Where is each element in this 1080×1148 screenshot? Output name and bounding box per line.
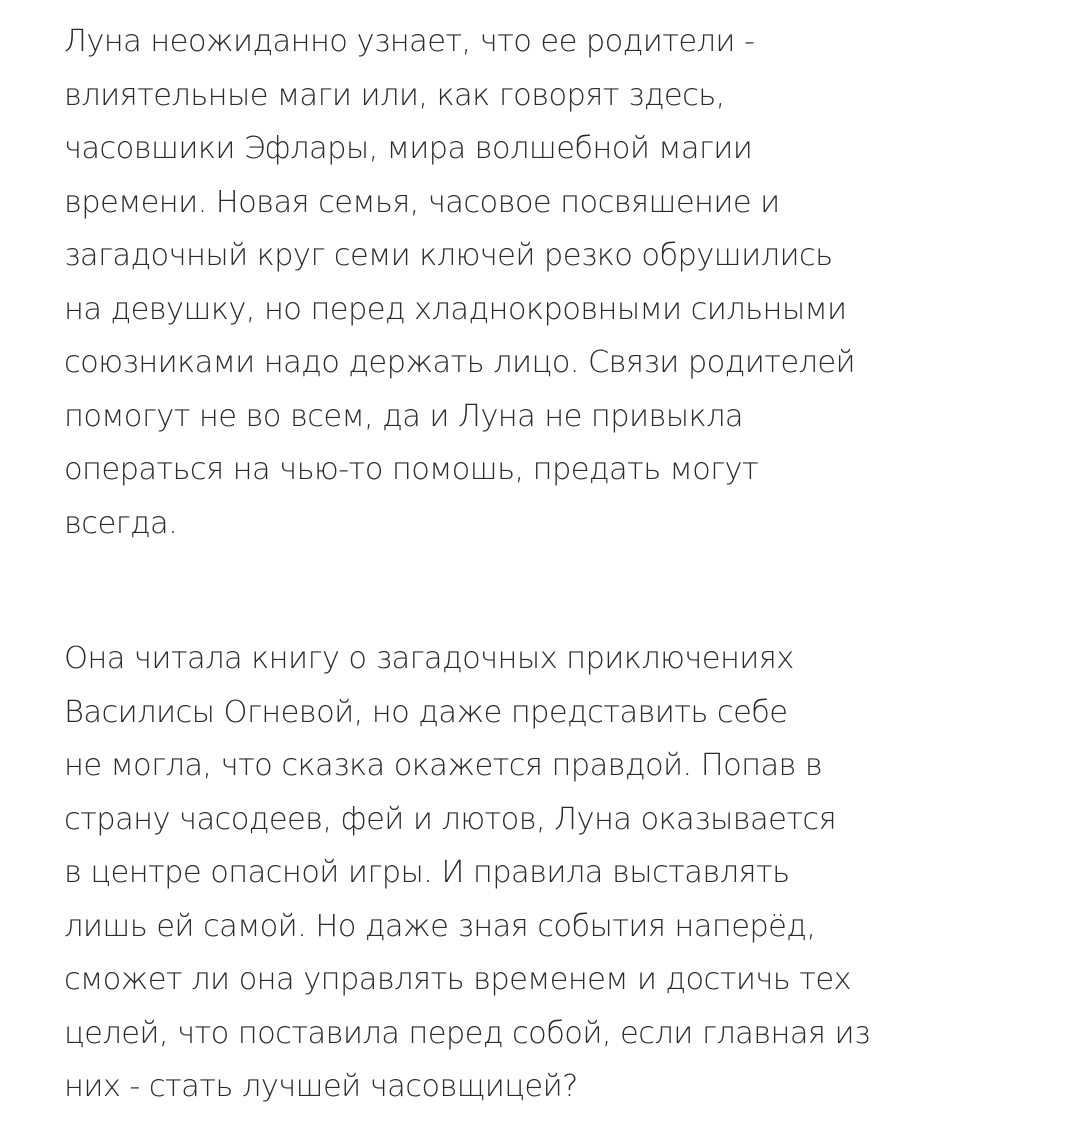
text-line: всегда. [64, 505, 178, 541]
text-line: на девушку, но перед хладнокровными сильными [64, 291, 847, 327]
text-line: них - стать лучшей часовщицей? [64, 1069, 578, 1104]
text-line: влиятельные маги или, как говорят здесь, [64, 77, 725, 113]
text-line: в центре опасной игры. И правила выставлять [64, 855, 790, 890]
text-line: времени. Новая семья, часовое посвяшение и [64, 184, 780, 220]
text-line: страну часодеев, фей и лютов, Луна оказывается [64, 801, 837, 837]
text-line: сможет ли она управлять временем и достичь тех [64, 962, 851, 997]
text-line: не могла, что сказка окажется правдой. Попав в [64, 748, 823, 783]
paragraph-2 [64, 632, 1064, 1114]
text-line: лишь ей самой. Но даже зная события наперёд, [64, 908, 816, 944]
text-line: помогут не во всем, да и Луна не привыкла [64, 398, 744, 434]
text-line: операться на чью-то помошь, предать могут [64, 452, 759, 487]
text-line: Луна неожиданно узнает, что ее родители - [64, 24, 755, 59]
text-line: часовшики Эфлары, мира волшебной магии [64, 131, 753, 166]
paragraph-1 [64, 15, 1064, 550]
text-line: целей, что поставила перед собой, если главная из [64, 1015, 870, 1051]
text-line: загадочный круг семи ключей резко обрушились [64, 238, 833, 273]
text-line: союзниками надо держать лицо. Связи родителей [64, 345, 856, 380]
text-line: Она читала книгу о загадочных приключениях [64, 641, 794, 676]
text-line: Василисы Огневой, но даже представить себе [64, 694, 788, 730]
